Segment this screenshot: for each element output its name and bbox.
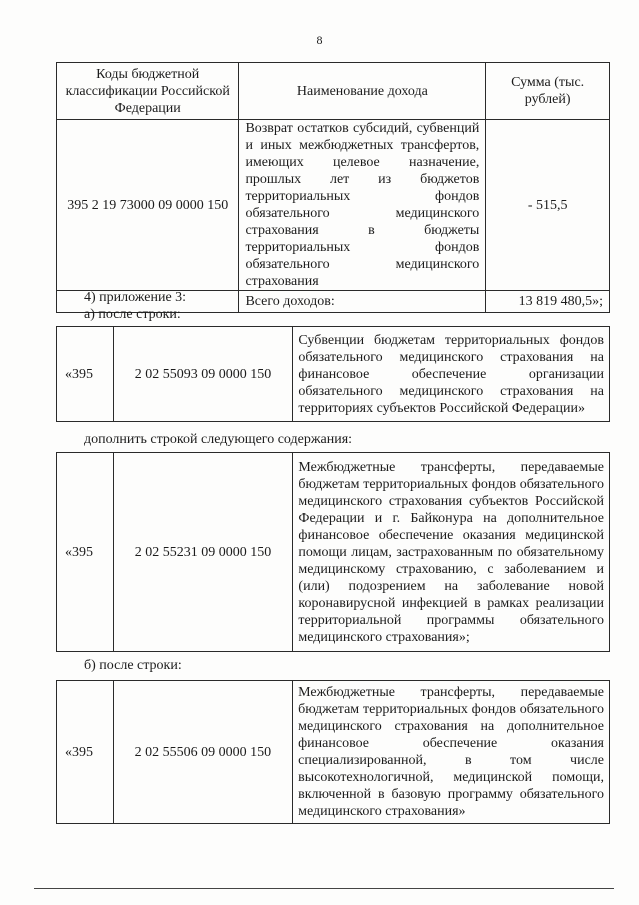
income-table: [56, 62, 610, 313]
budget-code: 2 02 55093 09 0000 150: [113, 327, 293, 422]
appendix-heading: 4) приложение 3:: [84, 290, 187, 305]
table-row: [57, 120, 610, 291]
code-description: Межбюджетные трансферты, передаваемые бюджетам территориальных фондов обязательного медицинского страхования субъектов Российской Федерации и г. Байконура на дополнительное финансовое обеспечение оказания медицинской помощи лицам, застрахованным по обязательному медицинскому страхованию, с заболеванием и (или) подозрением на заболевание новой коронавирусной инфекцией в рамках реализации территориальной программы обязательного медицинского страхования»;: [293, 453, 610, 652]
total-sum: 13 819 480,5»;: [486, 291, 610, 313]
quote-code: «395: [57, 681, 114, 824]
after-line-b: б) после строки:: [84, 658, 182, 673]
after-line-a: а) после строки:: [84, 307, 181, 322]
page-number: 8: [316, 33, 323, 47]
budget-code: 2 02 55506 09 0000 150: [113, 681, 293, 824]
row-table-b: [56, 680, 610, 824]
quote-code: «395: [57, 453, 114, 652]
total-label: Всего доходов:: [239, 291, 486, 313]
header-name: Наименование дохода: [239, 63, 486, 120]
supplement-line: дополнить строкой следующего содержания:: [84, 432, 353, 447]
header-codes: Коды бюджетной классификации Российской Федерации: [57, 63, 239, 120]
row-table-a: [56, 326, 610, 422]
table-header-row: [57, 63, 610, 120]
row-table-new: [56, 452, 610, 652]
table-row: [57, 453, 610, 652]
table-row: [57, 681, 610, 824]
row-sum: - 515,5: [486, 120, 610, 291]
quote-code: «395: [57, 327, 114, 422]
table-row: [57, 327, 610, 422]
code-description: Межбюджетные трансферты, передаваемые бюджетам территориальных фондов обязательного медицинского страхования на дополнительное финансовое обеспечение оказания специализированной, в том числе высокотехнологичной, медицинской помощи, включенной в базовую программу обязательного медицинского страхования»: [293, 681, 610, 824]
header-sum: Сумма (тыс. рублей): [486, 63, 610, 120]
bottom-rule: [34, 888, 614, 889]
code-description: Субвенции бюджетам территориальных фондов обязательного медицинского страхования на финансовое обеспечение организации обязательного медицинского страхования на территориях субъектов Российской Федерации»: [293, 327, 610, 422]
budget-code: 2 02 55231 09 0000 150: [113, 453, 293, 652]
row-code: 395 2 19 73000 09 0000 150: [57, 120, 239, 291]
row-name: Возврат остатков субсидий, субвенций и иных межбюджетных трансфертов, имеющих целевое назначение, прошлых лет из бюджетов территориальных фондов обязательного медицинского страхования в бюджеты территориальных фондов обязательного медицинского страхования: [239, 120, 486, 291]
